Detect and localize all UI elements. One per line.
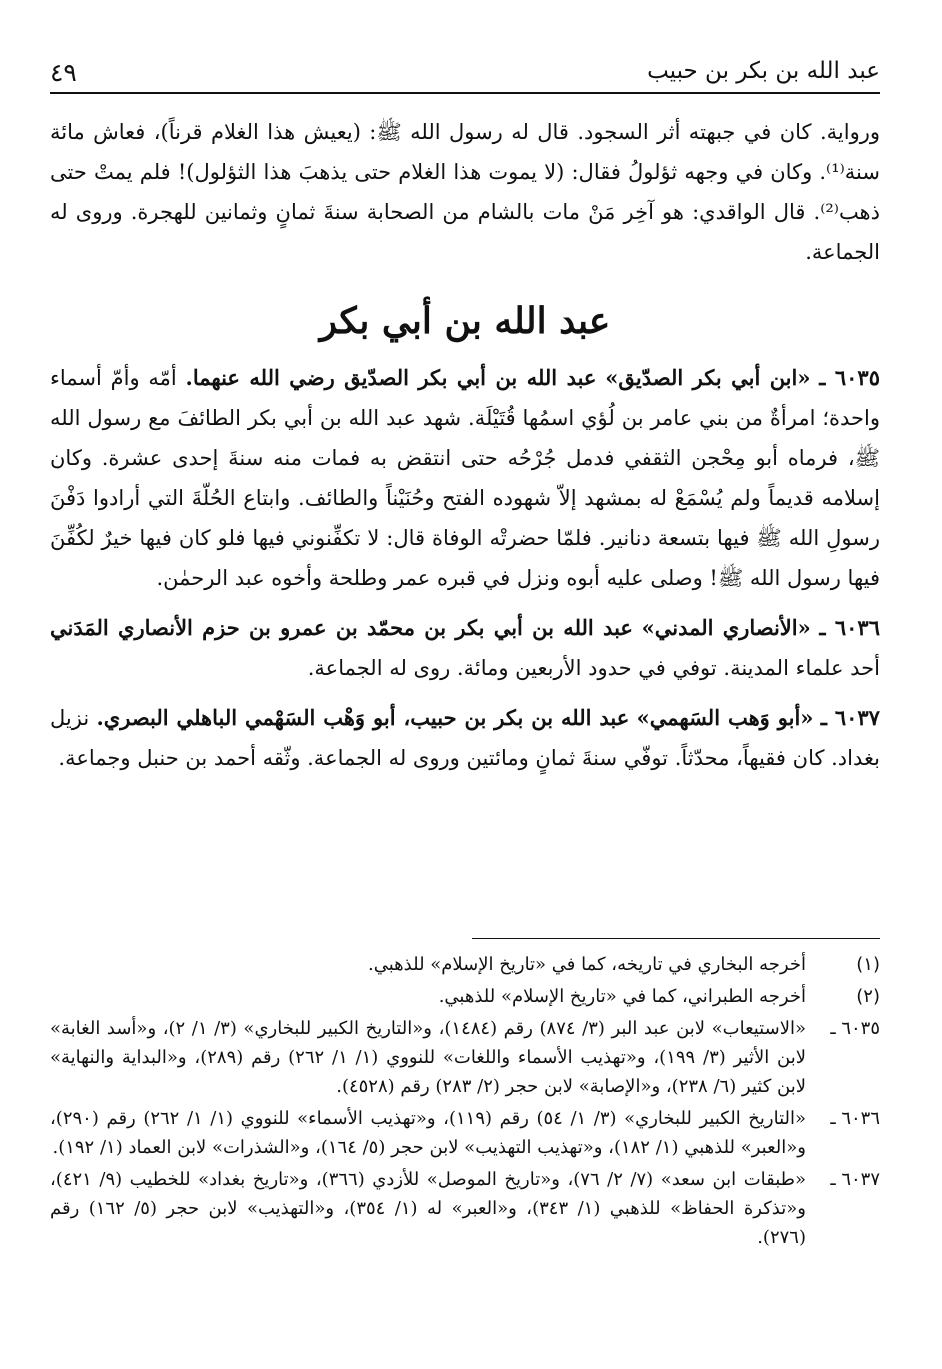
entry-text: نزيل بغداد. كان فقيهاً، محدّثاً. توفّي سنةَ ثمانٍ ومائتين وروى له الجماعة. وثّقه أحمد بن حنبل وجماعة.	[50, 706, 880, 770]
footnote-label: (١)	[856, 954, 880, 975]
footnotes	[50, 950, 880, 1255]
main-text	[50, 112, 880, 788]
footnote-label: ٦٠٣٦ ـ	[830, 1108, 880, 1129]
entry-text: أمّه وأمّ أسماء واحدة؛ امرأةٌ من بني عامر بن لُؤي اسمُها قُتَيْلَة. شهد عبد الله بن أبي بكر الطائفَ مع رسول الله ﷺ، فرماه أبو مِحْجن الثقفي فدمل جُرْحُه حتى انتقض به فمات منه سنةَ إحدى عشرة. وكان إسلامه قديماً ولم يُسْمَعْ له بمشهد إلاّ شهوده الفتح وحُنَيْناً والطائف. وابتاع الحُلّةَ التي أرادوا دَفْنَ رسولِ الله ﷺ فيها بتسعة دنانير. فلمّا حضرتْه الوفاة قال: لا تكفِّنوني فيها فلو كان فيها خيرٌ لكُفِّنَ فيها رسول الله ﷺ! وصلى عليه أبوه ونزل في قبره عمر وطلحة وأخوه عبد الرحمٰن.	[50, 366, 880, 590]
entry-number: ٦٠٣٥ ـ	[819, 365, 880, 390]
entry-number: ٦٠٣٦ ـ	[819, 615, 880, 640]
footnote-6035	[50, 1014, 880, 1101]
footnote-6036	[50, 1104, 880, 1162]
footnote-text: «طبقات ابن سعد» (٧/ ٢/ ٧٦)، و«تاريخ الموصل» للأزدي (٣٦٦)، و«تاريخ بغداد» للخطيب (٩/ ٤٢١)، و«تذكرة الحفاظ» للذهبي (١/ ٣٤٣)، و«العبر» له (١/ ٣٥٤)، و«التهذيب» لابن حجر (٥/ ١٦٢) رقم (٢٧٦).	[50, 1169, 806, 1248]
intro-paragraph: ورواية. كان في جبهته أثر السجود. قال له رسول الله ﷺ: (يعيش هذا الغلام قرناً)، فعاش مائة سنة⁽¹⁾. وكان في وجهه ثؤلولُ فقال: (لا يموت هذا الغلام حتى يذهبَ هذا الثؤلول)! فلم يمتْ حتى ذهب⁽²⁾. قال الواقدي: هو آخِر مَنْ مات بالشام من الصحابة سنةَ ثمانٍ وثمانين للهجرة. وروى له الجماعة.	[50, 120, 880, 264]
entry-name: عبد الله بن أبي بكر بن محمّد بن عمرو بن حزم الأنصاري المَدَني	[50, 615, 633, 640]
entry-lemma: «الأنصاري المدني»	[641, 615, 811, 640]
footnote-label: (٢)	[856, 986, 880, 1007]
entry-name: عبد الله بن بكر بن حبيب، أبو وَهْب السَهْمي الباهلي البصري.	[96, 705, 630, 730]
footnote-1	[50, 950, 880, 979]
section-title: عبد الله بن أبي بكر	[319, 300, 611, 342]
entry-text: أحد علماء المدينة. توفي في حدود الأربعين ومائة. روى له الجماعة.	[307, 656, 880, 680]
entry-number: ٦٠٣٧ ـ	[820, 705, 880, 730]
footnote-text: «الاستيعاب» لابن عبد البر (٣/ ٨٧٤) رقم (١٤٨٤)، و«التاريخ الكبير للبخاري» (٣/ ١/ ٢)، و«أسد الغابة» لابن الأثير (٣/ ١٩٩)، و«تهذيب الأسماء واللغات» للنووي (١/ ١/ ٢٦٢) رقم (٢٨٩)، و«البداية والنهاية» لابن كثير (٦/ ٢٣٨)، و«الإصابة» لابن حجر (٢/ ٢٨٣) رقم (٤٥٢٨).	[50, 1018, 807, 1097]
footnote-label: ٦٠٣٧ ـ	[830, 1169, 880, 1190]
entry-lemma: «ابن أبي بكر الصدّيق»	[605, 365, 811, 390]
footnote-6037	[50, 1165, 880, 1252]
entry-6036	[50, 608, 880, 688]
entry-6037	[50, 698, 880, 778]
footnote-2	[50, 982, 880, 1011]
entry-6035	[50, 358, 880, 598]
running-title: عبد الله بن بكر بن حبيب	[647, 58, 880, 84]
footnote-separator	[472, 938, 880, 939]
footnote-text: «التاريخ الكبير للبخاري» (٣/ ١/ ٥٤) رقم (١١٩)، و«تهذيب الأسماء» للنووي (١/ ١/ ٢٦٢) رقم (٢٩٠)، و«العبر» للذهبي (١/ ١٨٢)، و«تهذيب التهذيب» لابن حجر (٥/ ١٦٤)، و«الشذرات» لابن العماد (١/ ١٩٢).	[50, 1108, 807, 1158]
entry-name: عبد الله بن أبي بكر الصدّيق رضي الله عنهما.	[185, 365, 597, 390]
footnote-text: أخرجه الطبراني، كما في «تاريخ الإسلام» للذهبي.	[438, 986, 806, 1007]
footnote-text: أخرجه البخاري في تاريخه، كما في «تاريخ الإسلام» للذهبي.	[368, 954, 806, 975]
page-number: ٤٩	[50, 58, 77, 87]
entry-lemma: «أبو وَهب السَهمي»	[636, 705, 814, 730]
footnote-label: ٦٠٣٥ ـ	[830, 1018, 880, 1039]
page-header	[50, 52, 880, 94]
